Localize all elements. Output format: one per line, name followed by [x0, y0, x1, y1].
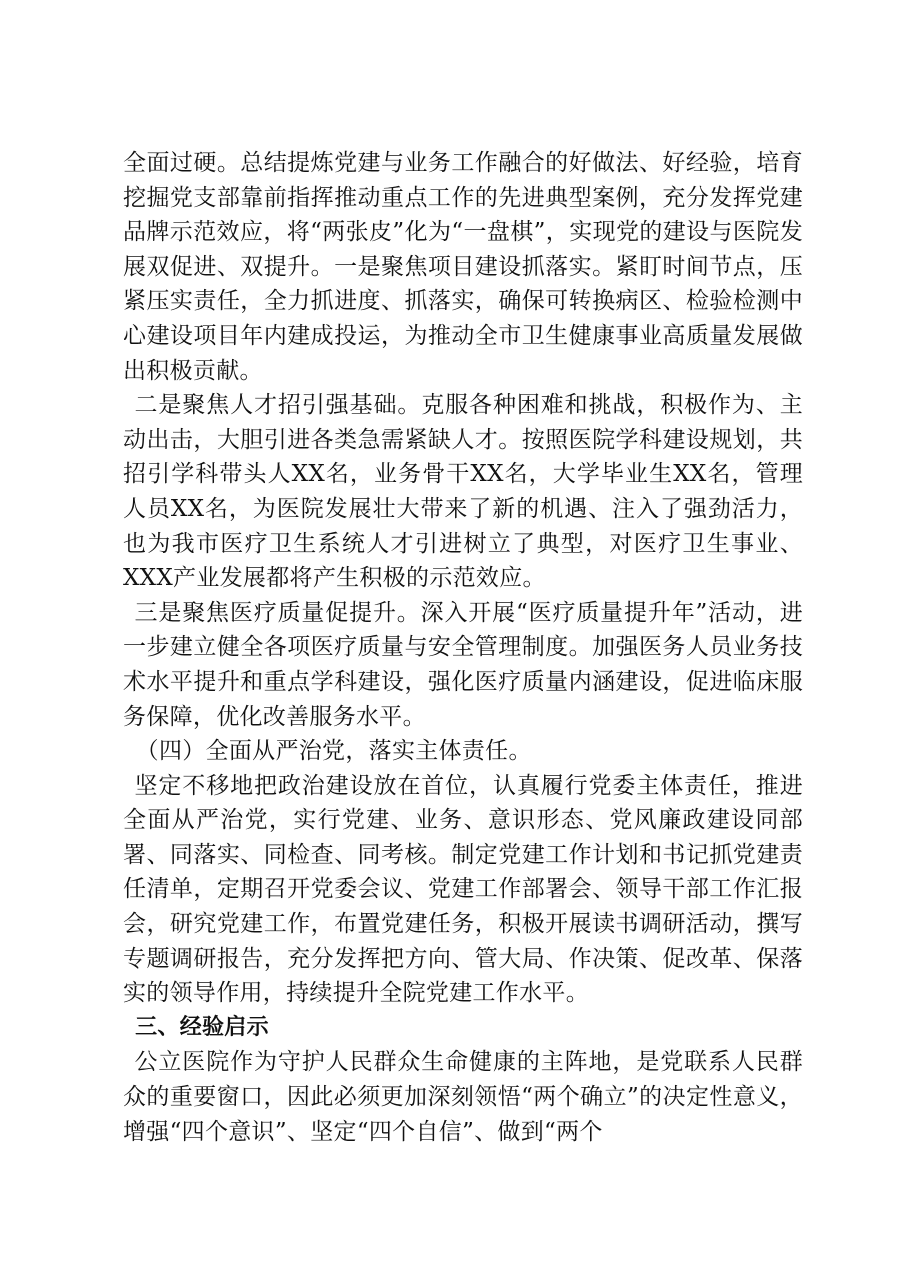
paragraph-party-governance: 坚定不移地把政治建设放在首位，认真履行党委主体责任，推进全面从严治党，实行党建、业务、意识形态、党风廉政建设同部署、同落实、同检查、同考核。制定党建工作计划和书记抓党建责任清单，定期召开党委会议、党建工作部署会、领导干部工作汇报会，研究党建工作，布置党建任务，积极开展读书调研活动，撰写专题调研报告，充分发挥把方向、管大局、作决策、促改革、保落实的领导作用，持续提升全院党建工作水平。: [123, 772, 803, 1007]
paragraph-continuation: 全面过硬。总结提炼党建与业务工作融合的好做法、好经验，培育挖掘党支部靠前指挥推动重点工作的先进典型案例，充分发挥党建品牌示范效应，将“两张皮”化为“一盘棋”，实现党的建设与医院发展双促进、双提升。一是聚焦项目建设抓落实。紧盯时间节点，压紧压实责任，全力抓进度、抓落实，确保可转换病区、检验检测中心建设项目年内建成投运，为推动全市卫生健康事业高质量发展做出积极贡献。: [123, 150, 803, 384]
document-body: [123, 146, 803, 1149]
paragraph-experience: 公立医院作为守护人民群众生命健康的主阵地，是党联系人民群众的重要窗口，因此必须更加深刻领悟“两个确立”的决定性意义，增强“四个意识”、坚定“四个自信”、做到“两个: [123, 1049, 803, 1145]
paragraph-talent: 二是聚焦人才招引强基础。克服各种困难和挑战，积极作为、主动出击，大胆引进各类急需紧缺人才。按照医院学科建设规划，共招引学科带头人XX名，业务骨干XX名，大学毕业生XX名，管理人员XX名，为医院发展壮大带来了新的机遇、注入了强劲活力，也为我市医疗卫生系统人才引进树立了典型，对医疗卫生事业、XXX产业发展都将产生积极的示范效应。: [123, 392, 803, 592]
section-heading-experience: 三、经验启示: [135, 1014, 269, 1040]
paragraph-quality: 三是聚焦医疗质量促提升。深入开展“医疗质量提升年”活动，进一步建立健全各项医疗质量与安全管理制度。加强医务人员业务技术水平提升和重点学科建设，强化医疗质量内涵建设，促进临床服务保障，优化改善服务水平。: [123, 599, 803, 730]
subheading-party-governance: （四）全面从严治党，落实主体责任。: [135, 738, 532, 765]
